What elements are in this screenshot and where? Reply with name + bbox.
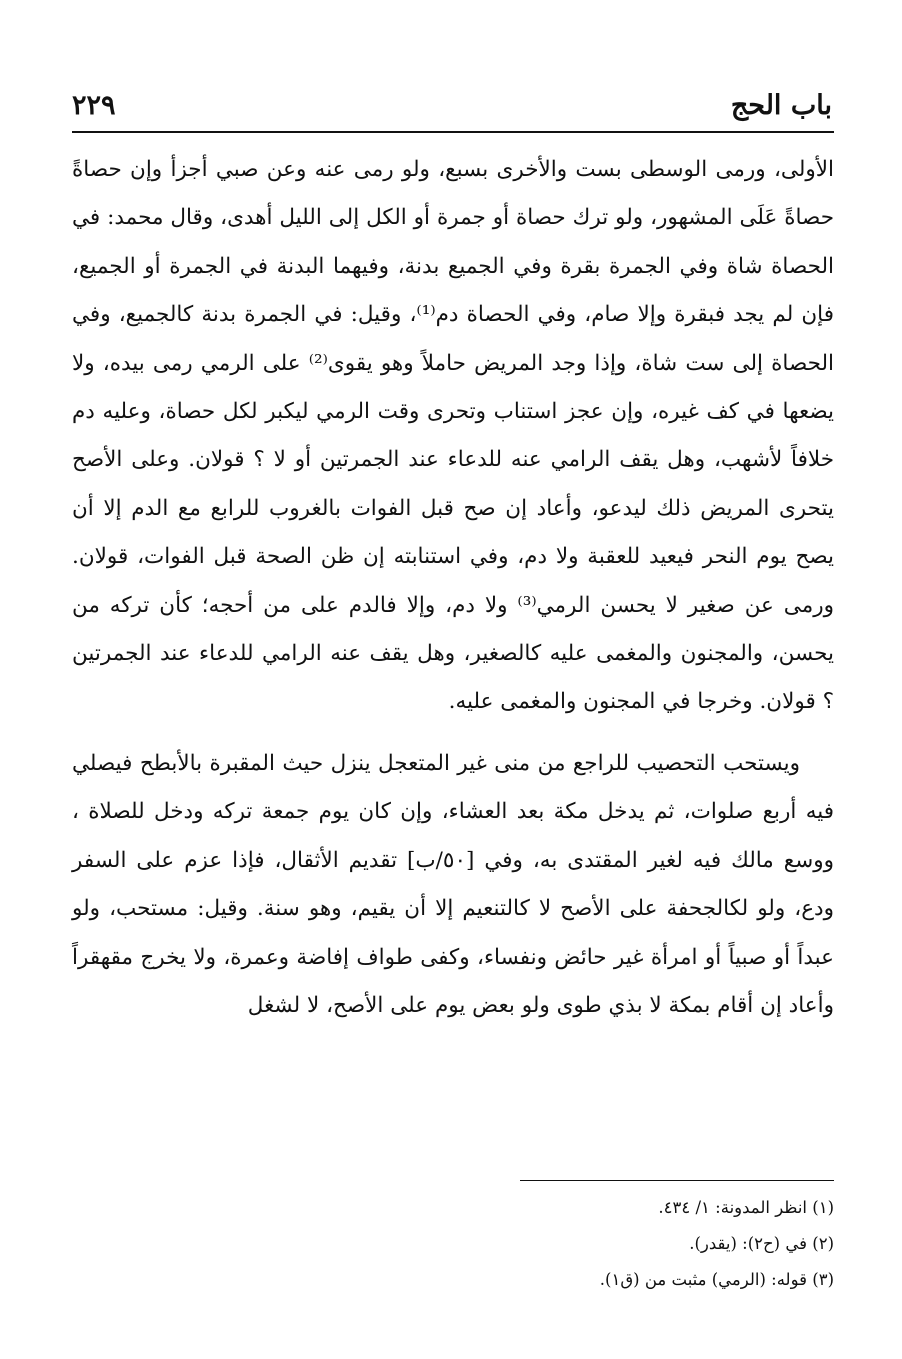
header-rule bbox=[72, 131, 834, 133]
footnote-1: (١) انظر المدونة: ١/ ٤٣٤. bbox=[658, 1198, 834, 1217]
paragraph: ويستحب التحصيب للراجع من منى غير المتعجل ينزل حيث المقبرة بالأبطح فيصلي فيه أربع صلوات، ثم يدخل مكة بعد العشاء، وإن كان يوم جمعة تركه ودخل للصلاة ، ووسع مالك فيه لغير المقتدى به، وفي [٥٠/ب] تقديم الأثقال، فإذا عزم على السفر ودع، ولو لكالجحفة على الأصح لا كالتنعيم إلا أن يقيم، وهو سنة. وقيل: مستحب، ولو عبداً أو صبياً أو امرأة غير حائض ونفساء، وكفى طواف إفاضة وعمرة، ولا يخرج مقهقراً وأعاد إن أقام بمكة لا بذي طوى ولو بعض يوم على الأصح، لا لشغل bbox=[72, 750, 834, 1018]
footnotes bbox=[72, 1190, 834, 1298]
running-head bbox=[72, 86, 832, 126]
footnote-2: (٢) في (ح٢): (يقدر). bbox=[689, 1234, 834, 1253]
body-text bbox=[72, 146, 834, 1030]
footnote-separator bbox=[520, 1180, 834, 1181]
paragraph: الأولى، ورمى الوسطى بست والأخرى بسبع، ولو رمى عنه وعن صبي أجزأ وإن حصاةً حصاةً عَلَى المشهور، ولو ترك حصاة أو جمرة أو الكل إلى الليل أهدى، وقال محمد: في الحصاة شاة وفي الجمرة بقرة وفي الجميع بدنة، وفيهما البدنة في الجمرة أو الجميع، فإن لم يجد فبقرة وإلا صام، وفي الحصاة دم⁽¹⁾، وقيل: في الجمرة بدنة كالجميع، وفي الحصاة إلى ست شاة، وإذا وجد المريض حاملاً وهو يقوى⁽²⁾ على الرمي رمى بيده، ولا يضعها في كف غيره، وإن عجز استناب وتحرى وقت الرمي ليكبر لكل حصاة، وعليه دم خلافاً لأشهب، وهل يقف الرامي عنه للدعاء عند الجمرتين أو لا ؟ قولان. وعلى الأصح يتحرى المريض ذلك ليدعو، وأعاد إن صح قبل الفوات بالغروب للرابع مع الدم إلا أن يصح يوم النحر فيعيد للعقبة ولا دم، وفي استنابته إن ظن الصحة قبل الفوات، قولان. ورمى عن صغير لا يحسن الرمي⁽³⁾ ولا دم، وإلا فالدم على من أحجه؛ كأن تركه من يحسن، والمجنون والمغمى عليه كالصغير، وهل يقف عنه الرامي للدعاء عند الجمرتين ؟ قولان. وخرجا في المجنون والمغمى عليه. bbox=[72, 157, 834, 715]
footnote-3: (٣) قوله: (الرمي) مثبت من (ق١). bbox=[599, 1270, 834, 1289]
page-number: ٢٢٩ bbox=[72, 90, 116, 121]
running-title: باب الحج bbox=[730, 90, 832, 121]
